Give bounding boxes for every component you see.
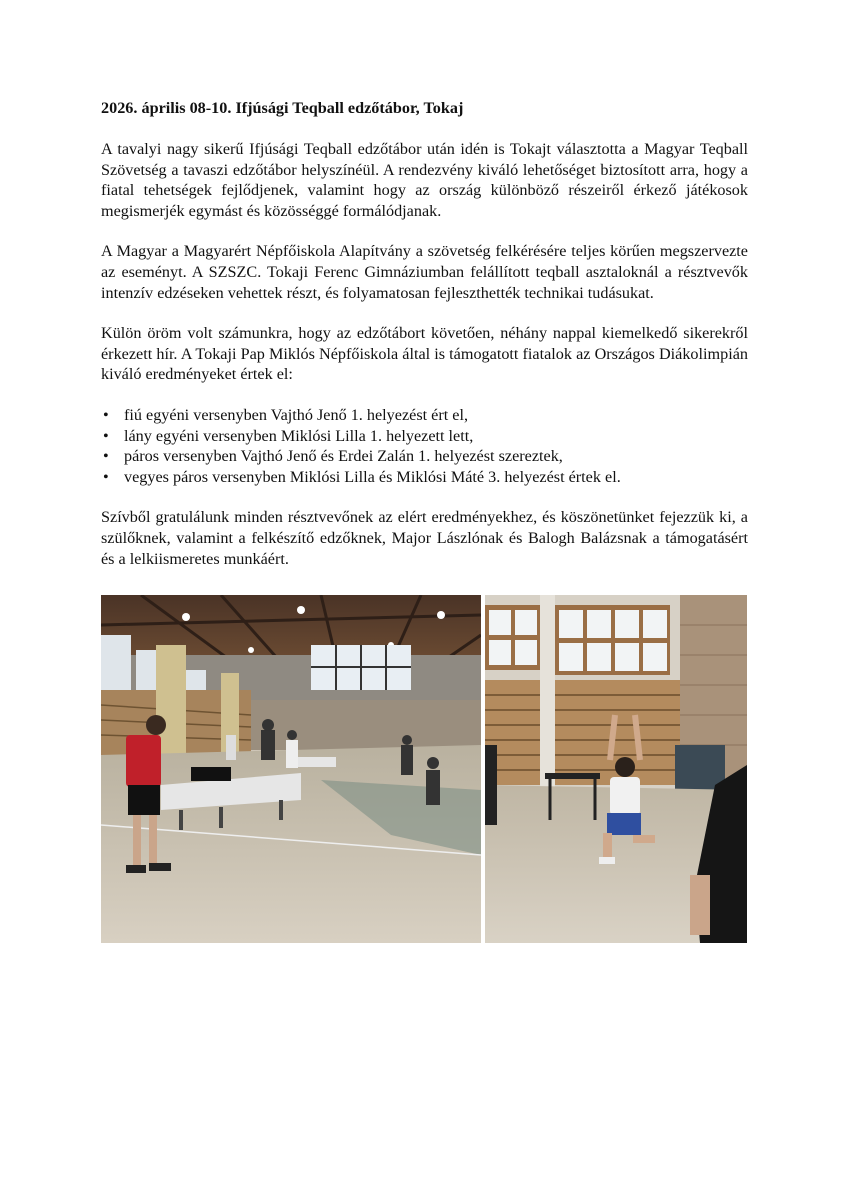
bullet-icon: • — [103, 426, 109, 445]
player-stretching-photo — [485, 595, 747, 943]
list-item — [101, 405, 748, 426]
result-text: vegyes páros versenyben Miklósi Lilla és Miklósi Máté 3. helyezést értek el. — [124, 467, 621, 486]
paragraph-organizer: A Magyar a Magyarért Népfőiskola Alapítvány a szövetség felkérésére teljes körűen megszervezte az eseményt. A SZSZC. Tokaji Ferenc Gimnáziumban felállított teqball asztaloknál a résztvevők intenzív edzéseken vehettek részt, és folyamatosan fejleszthették technikai tudásukat. — [101, 242, 748, 302]
result-text: lány egyéni versenyben Miklósi Lilla 1. helyezett lett, — [124, 426, 474, 445]
paragraph-closing: Szívből gratulálunk minden résztvevőnek az elért eredményekhez, és köszönetünket fejezzük ki, a szülőknek, valamint a felkészítő edzőknek, Major Lászlónak és Balogh Balázsnak a támogatásért és a lelkiismeretes munkáért. — [101, 508, 748, 568]
list-item — [101, 467, 748, 488]
paragraph-intro: A tavalyi nagy sikerű Ifjúsági Teqball edzőtábor után idén is Tokajt választotta a Magyar Teqball Szövetség a tavaszi edzőtábor helyszínéül. A rendezvény kiváló lehetőséget biztosított arra, hogy a fiatal tehetségek fejlődjenek, valamint hogy az ország különböző részeiről érkező játékosok megismerjék egymást és közösséggé formálódjanak. — [101, 140, 748, 220]
list-item — [101, 426, 748, 447]
result-text: páros versenyben Vajthó Jenő és Erdei Zalán 1. helyezést szereztek, — [124, 447, 563, 466]
document-body — [101, 98, 748, 589]
results-list — [101, 405, 748, 487]
bullet-icon: • — [103, 447, 109, 466]
bullet-icon: • — [103, 467, 109, 486]
gym-hall-illustration — [101, 595, 481, 943]
result-text: fiú egyéni versenyben Vajthó Jenő 1. helyezést ért el, — [124, 405, 469, 424]
player-stretching-illustration — [485, 595, 747, 943]
gym-hall-photo — [101, 595, 481, 943]
list-item — [101, 446, 748, 467]
paragraph-results-intro: Külön öröm volt számunkra, hogy az edzőtábort követően, néhány nappal kiemelkedő sikerekről érkezett hír. A Tokaji Pap Miklós Népfőiskola által is támogatott fiatalok az Országos Diákolimpián kiváló eredményeket értek el: — [101, 324, 748, 384]
bullet-icon: • — [103, 405, 109, 424]
document-title: 2026. április 08-10. Ifjúsági Teqball edzőtábor, Tokaj — [101, 99, 464, 117]
photo-row — [101, 595, 747, 943]
